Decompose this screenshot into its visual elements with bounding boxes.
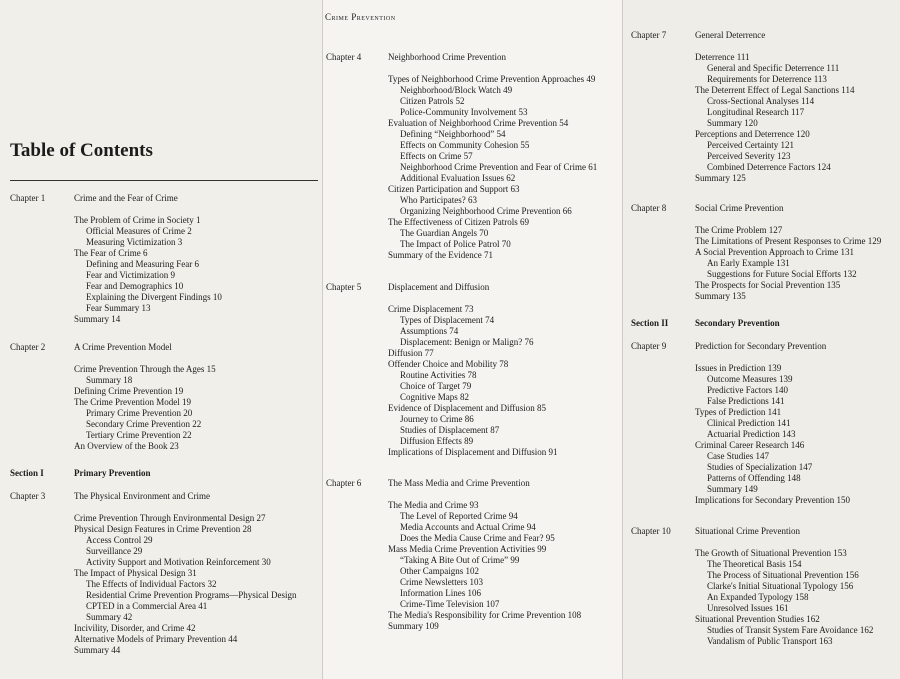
- toc-entry: “Taking A Bite Out of Crime” 99: [400, 555, 520, 565]
- toc-entry: Neighborhood/Block Watch 49: [400, 85, 513, 95]
- toc-entry: The Media's Responsibility for Crime Prevention 108: [388, 610, 582, 620]
- toc-entry: Activity Support and Motivation Reinforcement 30: [86, 557, 271, 567]
- toc-entry: The Effects of Individual Factors 32: [86, 579, 217, 589]
- toc-entry: An Early Example 131: [707, 258, 790, 268]
- middle-page: [322, 0, 623, 679]
- toc-entry: The Level of Reported Crime 94: [400, 511, 518, 521]
- toc-entry: Clinical Prediction 141: [707, 418, 791, 428]
- entry-list: [388, 500, 581, 632]
- section-title: Secondary Prevention: [695, 318, 780, 328]
- toc-entry: Suggestions for Future Social Efforts 132: [707, 269, 857, 279]
- toc-entry: Tertiary Crime Prevention 22: [86, 430, 192, 440]
- toc-entry: Cognitive Maps 82: [400, 392, 469, 402]
- toc-entry: An Overview of the Book 23: [74, 441, 179, 451]
- toc-entry: Perceptions and Deterrence 120: [695, 129, 810, 139]
- toc-entry: The Process of Situational Prevention 156: [707, 570, 859, 580]
- toc-title: Table of Contents: [10, 140, 153, 161]
- toc-entry: Journey to Crime 86: [400, 414, 474, 424]
- toc-entry: Mass Media Crime Prevention Activities 99: [388, 544, 547, 554]
- toc-entry: CPTED in a Commercial Area 41: [86, 601, 208, 611]
- toc-entry: The Crime Prevention Model 19: [74, 397, 191, 407]
- toc-entry: Surveillance 29: [86, 546, 143, 556]
- toc-entry: Other Campaigns 102: [400, 566, 479, 576]
- toc-entry: Alternative Models of Primary Prevention 44: [74, 634, 238, 644]
- toc-entry: A Social Prevention Approach to Crime 131: [695, 247, 854, 257]
- entry-list: [695, 363, 850, 506]
- section-title: Primary Prevention: [74, 468, 151, 478]
- chapter-title: General Deterrence: [695, 30, 766, 40]
- toc-entry: Longitudinal Research 117: [707, 107, 805, 117]
- toc-entry: Studies of Transit System Fare Avoidance 162: [707, 625, 874, 635]
- toc-entry: Evidence of Displacement and Diffusion 85: [388, 403, 547, 413]
- chapter-label: Chapter 2: [10, 342, 46, 352]
- toc-entry: Vandalism of Public Transport 163: [707, 636, 833, 646]
- toc-entry: Routine Activities 78: [400, 370, 477, 380]
- toc-entry: Combined Deterrence Factors 124: [707, 162, 831, 172]
- section-label: Section II: [631, 318, 669, 328]
- right-page: [622, 0, 900, 679]
- toc-entry: Offender Choice and Mobility 78: [388, 359, 509, 369]
- toc-entry: Summary 109: [388, 621, 439, 631]
- toc-entry: Fear and Victimization 9: [86, 270, 176, 280]
- toc-entry: Issues in Prediction 139: [695, 363, 782, 373]
- toc-entry: Cross-Sectional Analyses 114: [707, 96, 815, 106]
- toc-entry: Implications for Secondary Prevention 150: [695, 495, 850, 505]
- entry-list: [695, 225, 881, 302]
- entry-list: [388, 74, 597, 261]
- toc-entry: Effects on Crime 57: [400, 151, 473, 161]
- entry-list: [695, 548, 873, 647]
- toc-entry: Secondary Crime Prevention 22: [86, 419, 202, 429]
- chapter-label: Chapter 1: [10, 193, 46, 203]
- chapter-title: A Crime Prevention Model: [74, 342, 172, 352]
- toc-entry: Additional Evaluation Issues 62: [400, 173, 516, 183]
- chapter-label: Chapter 6: [326, 478, 362, 488]
- toc-entry: Defining “Neighborhood” 54: [400, 129, 506, 139]
- chapter-title: Prediction for Secondary Prevention: [695, 341, 827, 351]
- toc-entry: The Limitations of Present Responses to Crime 129: [695, 236, 882, 246]
- toc-entry: Types of Neighborhood Crime Prevention Approaches 49: [388, 74, 596, 84]
- toc-entry: Predictive Factors 140: [707, 385, 788, 395]
- toc-entry: Effects on Community Cohesion 55: [400, 140, 530, 150]
- toc-entry: Summary 135: [695, 291, 746, 301]
- title-rule: [10, 180, 318, 181]
- chapter-label: Chapter 4: [326, 52, 362, 62]
- toc-entry: Evaluation of Neighborhood Crime Prevention 54: [388, 118, 569, 128]
- toc-entry: Unresolved Issues 161: [707, 603, 789, 613]
- toc-entry: Physical Design Features in Crime Prevention 28: [74, 524, 252, 534]
- toc-entry: Defining Crime Prevention 19: [74, 386, 184, 396]
- toc-entry: Citizen Patrols 52: [400, 96, 465, 106]
- entry-list: [74, 513, 296, 656]
- entry-list: [74, 215, 222, 325]
- toc-entry: The Problem of Crime in Society 1: [74, 215, 201, 225]
- toc-entry: Media Accounts and Actual Crime 94: [400, 522, 536, 532]
- toc-entry: Does the Media Cause Crime and Fear? 95: [400, 533, 555, 543]
- toc-entry: Summary 149: [707, 484, 758, 494]
- chapter-title: Crime and the Fear of Crime: [74, 193, 178, 203]
- toc-entry: Studies of Specialization 147: [707, 462, 813, 472]
- toc-entry: False Predictions 141: [707, 396, 785, 406]
- chapter-title: Neighborhood Crime Prevention: [388, 52, 506, 62]
- chapter-label: Chapter 8: [631, 203, 667, 213]
- toc-entry: Displacement: Benign or Malign? 76: [400, 337, 534, 347]
- toc-entry: Summary of the Evidence 71: [388, 250, 493, 260]
- chapter-label: Chapter 7: [631, 30, 667, 40]
- toc-entry: Neighborhood Crime Prevention and Fear of Crime 61: [400, 162, 598, 172]
- toc-entry: Clarke's Initial Situational Typology 156: [707, 581, 854, 591]
- toc-entry: General and Specific Deterrence 111: [707, 63, 840, 73]
- toc-entry: Crime-Time Television 107: [400, 599, 500, 609]
- entry-list: [74, 364, 216, 452]
- toc-entry: Outcome Measures 139: [707, 374, 793, 384]
- toc-entry: Types of Displacement 74: [400, 315, 495, 325]
- toc-entry: Assumptions 74: [400, 326, 459, 336]
- toc-entry: Summary 125: [695, 173, 746, 183]
- running-head: Crime Prevention: [325, 12, 396, 22]
- chapter-label: Chapter 9: [631, 341, 667, 351]
- toc-entry: The Impact of Police Patrol 70: [400, 239, 511, 249]
- toc-entry: Perceived Certainty 121: [707, 140, 794, 150]
- toc-entry: Summary 44: [74, 645, 121, 655]
- toc-entry: The Deterrent Effect of Legal Sanctions 114: [695, 85, 855, 95]
- toc-entry: Situational Prevention Studies 162: [695, 614, 820, 624]
- toc-entry: Actuarial Prediction 143: [707, 429, 796, 439]
- toc-entry: Case Studies 147: [707, 451, 769, 461]
- toc-entry: Crime Prevention Through Environmental Design 27: [74, 513, 266, 523]
- toc-entry: Police-Community Involvement 53: [400, 107, 528, 117]
- chapter-label: Chapter 3: [10, 491, 46, 501]
- toc-entry: Patterns of Offending 148: [707, 473, 801, 483]
- toc-entry: Choice of Target 79: [400, 381, 472, 391]
- toc-entry: Explaining the Divergent Findings 10: [86, 292, 222, 302]
- section-label: Section I: [10, 468, 44, 478]
- toc-entry: The Fear of Crime 6: [74, 248, 148, 258]
- toc-entry: The Crime Problem 127: [695, 225, 783, 235]
- toc-entry: The Impact of Physical Design 31: [74, 568, 197, 578]
- toc-entry: Residential Crime Prevention Programs—Physical Design: [86, 590, 297, 600]
- chapter-title: The Mass Media and Crime Prevention: [388, 478, 530, 488]
- toc-entry: Perceived Severity 123: [707, 151, 791, 161]
- toc-entry: Criminal Career Research 146: [695, 440, 805, 450]
- toc-entry: Incivility, Disorder, and Crime 42: [74, 623, 196, 633]
- toc-entry: Summary 42: [86, 612, 133, 622]
- chapter-label: Chapter 10: [631, 526, 671, 536]
- toc-entry: Requirements for Deterrence 113: [707, 74, 827, 84]
- toc-entry: The Prospects for Social Prevention 135: [695, 280, 841, 290]
- chapter-label: Chapter 5: [326, 282, 362, 292]
- toc-entry: An Expanded Typology 158: [707, 592, 809, 602]
- toc-entry: Primary Crime Prevention 20: [86, 408, 193, 418]
- toc-entry: Summary 120: [707, 118, 758, 128]
- entry-list: [695, 52, 854, 184]
- toc-entry: Summary 18: [86, 375, 133, 385]
- chapter-title: Displacement and Diffusion: [388, 282, 490, 292]
- toc-entry: Crime Displacement 73: [388, 304, 474, 314]
- toc-entry: Information Lines 106: [400, 588, 481, 598]
- toc-entry: Diffusion Effects 89: [400, 436, 474, 446]
- toc-entry: Measuring Victimization 3: [86, 237, 183, 247]
- toc-entry: Summary 14: [74, 314, 121, 324]
- toc-entry: Studies of Displacement 87: [400, 425, 500, 435]
- toc-entry: Types of Prediction 141: [695, 407, 782, 417]
- toc-entry: Who Participates? 63: [400, 195, 477, 205]
- left-page: [0, 0, 322, 679]
- entry-list: [388, 304, 558, 458]
- toc-entry: Official Measures of Crime 2: [86, 226, 192, 236]
- toc-entry: Fear Summary 13: [86, 303, 151, 313]
- toc-entry: Organizing Neighborhood Crime Prevention 66: [400, 206, 572, 216]
- toc-entry: Implications of Displacement and Diffusion 91: [388, 447, 558, 457]
- chapter-title: The Physical Environment and Crime: [74, 491, 210, 501]
- toc-entry: Citizen Participation and Support 63: [388, 184, 520, 194]
- toc-entry: The Media and Crime 93: [388, 500, 479, 510]
- toc-entry: The Effectiveness of Citizen Patrols 69: [388, 217, 530, 227]
- chapter-title: Situational Crime Prevention: [695, 526, 800, 536]
- chapter-title: Social Crime Prevention: [695, 203, 784, 213]
- toc-entry: Fear and Demographics 10: [86, 281, 184, 291]
- toc-entry: Access Control 29: [86, 535, 153, 545]
- toc-entry: Crime Newsletters 103: [400, 577, 483, 587]
- toc-entry: Defining and Measuring Fear 6: [86, 259, 199, 269]
- toc-entry: The Guardian Angels 70: [400, 228, 489, 238]
- toc-entry: Deterrence 111: [695, 52, 750, 62]
- toc-entry: Crime Prevention Through the Ages 15: [74, 364, 216, 374]
- toc-entry: The Theoretical Basis 154: [707, 559, 802, 569]
- toc-entry: Diffusion 77: [388, 348, 434, 358]
- toc-entry: The Growth of Situational Prevention 153: [695, 548, 847, 558]
